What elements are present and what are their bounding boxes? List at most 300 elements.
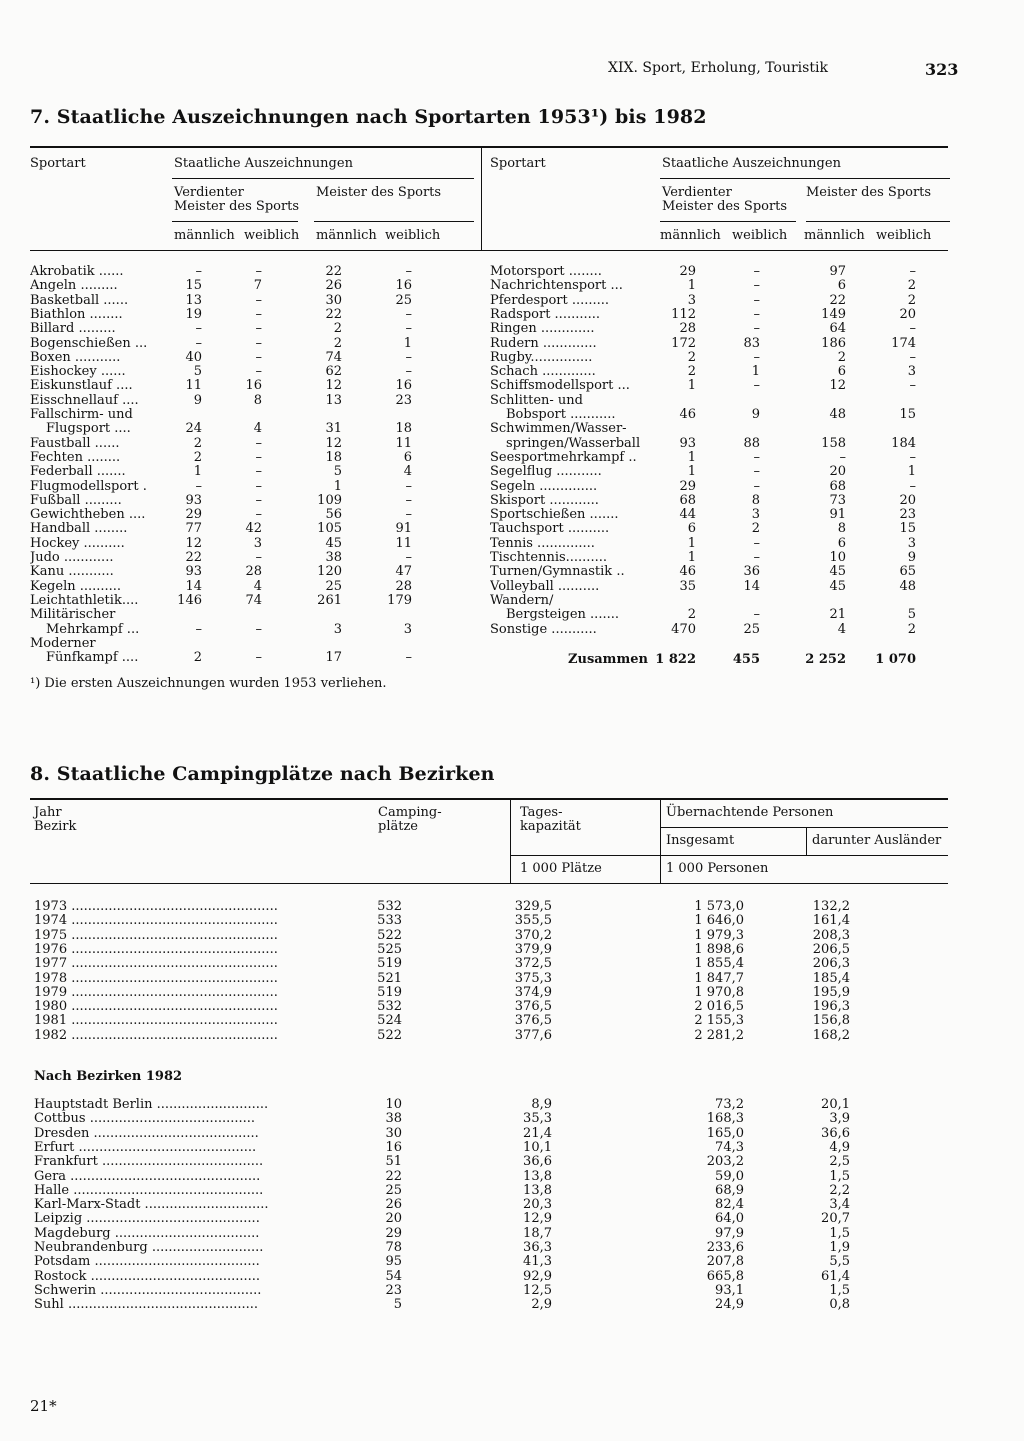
value-vw: – [255,321,262,337]
value-mm: 261 [317,592,342,608]
sport-label: Rugby............... [490,350,593,365]
value-mw: 25 [395,292,412,308]
value-mm: 30 [325,292,342,308]
value-mm: 48 [829,407,846,422]
value-kapazitaet: 35,3 [523,1111,552,1127]
value-insgesamt: 1 646,0 [694,913,744,929]
value-mw: 1 [403,335,412,351]
value-mw: – [909,349,916,365]
value-insgesamt: 1 847,7 [694,970,744,986]
camping-row-label: Schwerin ....................................... [34,1283,262,1298]
camping-row-label: Leipzig .......................................... [34,1212,260,1227]
value-camping: 524 [377,1013,402,1029]
value-insgesamt: 665,8 [706,1268,744,1284]
value-mm: 6 [837,278,846,294]
value-camping: 38 [385,1111,402,1127]
sport-label: Billard ......... [30,322,116,337]
sport-label: Angeln ......... [30,279,118,294]
value-vm: 1 [687,449,696,465]
value-mm: 91 [829,507,846,523]
sport-label: Motorsport ........ [490,265,602,279]
col-header-auslaender: darunter Ausländer [812,833,942,848]
value-vw: – [753,464,760,480]
table7-sub-rule [806,221,950,222]
value-vm: 35 [679,578,696,594]
sport-label: springen/Wasserball [506,436,641,451]
value-camping: 22 [385,1168,402,1184]
table8-top-rule [30,798,948,800]
value-vw: – [255,449,262,465]
value-camping: 51 [385,1154,402,1170]
value-auslaender: 20,1 [821,1097,850,1112]
value-mm: 149 [821,306,846,322]
camping-row-label: Gera .............................................. [34,1169,261,1184]
value-mw: – [909,264,916,279]
sport-label: Schlitten- und [490,393,583,408]
value-mw: – [405,650,412,666]
value-mw: 6 [403,449,412,465]
value-mm: 31 [325,421,342,437]
sport-label: Moderner [30,636,96,651]
value-mm: 105 [317,521,342,537]
value-vm: – [195,264,202,279]
value-mw: – [909,478,916,494]
value-vw: – [255,335,262,351]
value-mw: 1 [907,464,916,480]
value-vw: – [255,550,262,565]
value-mw: 174 [891,335,916,351]
total-vw: 455 [732,652,760,667]
camping-row-label: Neubrandenburg ........................... [34,1241,264,1255]
camping-row-label: Magdeburg ................................... [34,1226,260,1241]
sport-label: Turnen/Gymnastik .. [490,565,625,580]
col-header-weiblich-right: weiblich [732,228,788,243]
value-insgesamt: 233,6 [706,1240,744,1255]
value-vm: 93 [185,492,202,508]
col-header-verdienter: Verdienter [174,185,244,200]
col-header-weiblich-right: weiblich [876,228,932,243]
sport-label: Seesportmehrkampf .. [490,450,637,465]
sport-label: Fünfkampf .... [46,651,139,666]
value-mw: 179 [387,592,412,608]
value-mw: 18 [395,421,412,437]
sport-label: Eisschnellauf .... [30,393,139,408]
value-camping: 532 [377,999,402,1015]
value-vm: 93 [679,435,696,451]
value-vm: 19 [185,306,202,322]
value-vm: 1 [687,535,696,551]
value-vm: 2 [687,364,696,380]
value-vm: – [195,621,202,637]
value-mm: 17 [325,650,342,666]
value-kapazitaet: 18,7 [523,1225,552,1241]
value-camping: 54 [385,1268,402,1284]
value-vm: 2 [687,607,696,623]
value-auslaender: 185,4 [812,970,850,986]
value-mm: 2 [837,349,846,365]
value-kapazitaet: 372,5 [514,956,552,972]
value-vm: 1 [687,464,696,480]
camping-row-label: 1973 .................................................. [34,900,278,914]
value-mw: 3 [907,364,916,380]
sport-label: Tauchsport .......... [490,522,610,537]
value-vw: – [255,507,262,523]
value-mm: 12 [325,378,342,394]
value-mm: 12 [325,435,342,451]
value-camping: 519 [377,984,402,1000]
value-mm: 18 [325,449,342,465]
camping-row-label: 1975 .................................................. [34,928,278,943]
camping-row-label: Karl-Marx-Stadt .............................. [34,1198,269,1213]
value-kapazitaet: 21,4 [523,1125,552,1141]
value-vw: 3 [253,535,262,551]
value-kapazitaet: 8,9 [531,1097,552,1112]
value-mw: 16 [395,278,412,294]
col-header-tages-2: kapazität [520,819,581,834]
value-vm: 146 [177,592,202,608]
value-mm: 6 [837,364,846,380]
value-vm: 1 [687,378,696,394]
sport-label: Fallschirm- und [30,408,133,422]
value-insgesamt: 24,9 [715,1297,744,1313]
value-insgesamt: 64,0 [715,1211,744,1227]
value-vw: 4 [253,578,262,594]
value-insgesamt: 1 898,6 [694,941,744,957]
sport-label: Tischtennis.......... [490,551,607,565]
value-auslaender: 196,3 [812,999,850,1015]
camping-row-label: 1979 .................................................. [34,985,278,1000]
sport-label: Bogenschießen ... [30,336,148,351]
value-camping: 95 [385,1254,402,1270]
value-vm: 46 [679,407,696,422]
value-vm: 172 [671,335,696,351]
camping-row-label: 1982 .................................................. [34,1028,278,1043]
value-mm: 10 [829,550,846,565]
value-vm: – [195,321,202,337]
value-mw: – [405,349,412,365]
value-vm: 22 [185,550,202,565]
value-vm: 5 [193,364,202,380]
value-vw: – [753,349,760,365]
value-vm: 40 [185,349,202,365]
value-vm: 470 [671,621,696,637]
value-vm: 2 [193,650,202,666]
value-mm: 45 [829,564,846,580]
value-mm: 2 [333,335,342,351]
sport-label: Tennis .............. [490,536,595,551]
value-vm: 68 [679,492,696,508]
value-mw: 3 [907,535,916,551]
value-insgesamt: 2 155,3 [694,1013,744,1029]
col-header-insgesamt: Insgesamt [666,833,735,848]
value-mm: 20 [829,464,846,480]
value-mw: 47 [395,564,412,580]
value-vw: 25 [743,621,760,637]
sport-label: Leichtathletik.... [30,593,139,608]
value-camping: 5 [393,1297,402,1313]
camping-row-label: 1977 .................................................. [34,957,278,972]
col-header-maennlich: männlich [316,228,377,243]
value-vw: – [255,435,262,451]
table8-header-bottom-rule [30,883,948,884]
value-insgesamt: 93,1 [715,1282,744,1298]
value-mm: 26 [325,278,342,294]
sport-label: Handball ........ [30,522,128,537]
value-auslaender: 36,6 [821,1125,850,1141]
value-auslaender: 2,2 [829,1182,850,1198]
table7-sub-rule [660,221,796,222]
value-mw: 2 [907,621,916,637]
value-auslaender: 161,4 [812,913,850,929]
value-auslaender: 4,9 [829,1139,850,1155]
col-header-staatliche-right: Staatliche Auszeichnungen [662,156,841,171]
col-header-verdienter-2: Meister des Sports [174,199,300,214]
sport-label: Ringen ............. [490,322,595,337]
sport-label: Pferdesport ......... [490,293,610,308]
value-kapazitaet: 377,6 [514,1027,552,1043]
sport-label: Eiskunstlauf .... [30,379,133,394]
sport-label: Rudern ............. [490,336,597,351]
value-mm: 68 [829,478,846,494]
value-vw: – [753,449,760,465]
value-mw: – [405,492,412,508]
value-insgesamt: 73,2 [715,1097,744,1112]
value-vw: – [753,278,760,294]
value-mw: 16 [395,378,412,394]
sport-label: Schiffsmodellsport ... [490,379,630,394]
value-mw: 3 [403,621,412,637]
col-header-sportart: Sportart [30,156,86,171]
value-vw: – [255,478,262,494]
value-mm: 5 [333,464,342,480]
value-camping: 16 [385,1139,402,1155]
value-kapazitaet: 355,5 [514,913,552,929]
value-vw: 28 [245,564,262,580]
sport-label: Basketball ...... [30,293,129,308]
value-mm: 13 [325,392,342,408]
value-vm: 1 [687,278,696,294]
value-vm: 2 [687,349,696,365]
value-kapazitaet: 20,3 [523,1197,552,1213]
value-mw: 20 [899,492,916,508]
value-mm: 73 [829,492,846,508]
value-vw: – [255,306,262,322]
value-kapazitaet: 375,3 [514,970,552,986]
value-camping: 29 [385,1225,402,1241]
value-vw: – [753,264,760,279]
value-auslaender: 208,3 [812,927,850,943]
value-mm: 120 [317,564,342,580]
value-mw: – [405,478,412,494]
sport-label: Segeln .............. [490,479,598,494]
table8-unit-rule [510,855,948,856]
value-kapazitaet: 376,5 [514,999,552,1015]
value-vw: 88 [743,435,760,451]
value-camping: 532 [377,899,402,914]
value-camping: 525 [377,941,402,957]
value-auslaender: 1,9 [829,1240,850,1255]
section-7-title: 7. Staatliche Auszeichnungen nach Sportarten 1953¹) bis 1982 [30,106,707,128]
col-header-verdienter-right: Verdienter [662,185,732,200]
value-mw: 2 [907,292,916,308]
value-vm: 2 [193,449,202,465]
value-vw: – [255,464,262,480]
sport-label: Bobsport ........... [506,408,616,422]
value-mw: – [405,321,412,337]
value-insgesamt: 2 016,5 [694,999,744,1015]
value-insgesamt: 1 855,4 [694,956,744,972]
value-camping: 20 [385,1211,402,1227]
col-header-jahr: Jahr [34,805,62,820]
unit-personen: 1 000 Personen [666,861,769,876]
value-vw: – [255,292,262,308]
value-mw: 65 [899,564,916,580]
value-insgesamt: 203,2 [706,1154,744,1170]
table8-divider [806,827,807,855]
value-auslaender: 1,5 [829,1282,850,1298]
value-vw: – [753,550,760,565]
value-vw: 14 [743,578,760,594]
col-header-weiblich: weiblich [244,228,300,243]
value-auslaender: 1,5 [829,1225,850,1241]
value-vw: 4 [253,421,262,437]
camping-row-label: Rostock ......................................... [34,1269,261,1284]
value-camping: 522 [377,1027,402,1043]
value-vw: 16 [245,378,262,394]
value-insgesamt: 168,3 [706,1111,744,1127]
value-mw: 2 [907,278,916,294]
value-vm: – [195,335,202,351]
value-insgesamt: 74,3 [715,1139,744,1155]
table8-divider [510,798,511,883]
table7-divider [481,146,482,250]
camping-row-label: Frankfurt ....................................... [34,1155,264,1170]
value-kapazitaet: 36,3 [523,1240,552,1255]
value-vm: 44 [679,507,696,523]
sport-label: Schwimmen/Wasser- [490,422,627,437]
value-mm: 6 [837,535,846,551]
value-mm: 109 [317,492,342,508]
table8-sub-rule [660,827,948,828]
sport-label: Flugmodellsport . [30,479,147,494]
value-mw: 28 [395,578,412,594]
value-mw: 4 [403,464,412,480]
sport-label: Hockey .......... [30,536,125,551]
value-vm: 6 [687,521,696,537]
value-kapazitaet: 376,5 [514,1013,552,1029]
value-vm: 112 [671,306,696,322]
value-vm: 13 [185,292,202,308]
value-mm: 22 [829,292,846,308]
value-mm: 74 [325,349,342,365]
sport-label: Mehrkampf ... [46,622,140,637]
value-mw: – [405,264,412,279]
value-camping: 78 [385,1240,402,1255]
sport-label: Gewichtheben .... [30,508,146,523]
value-auslaender: 206,3 [812,956,850,972]
value-camping: 519 [377,956,402,972]
value-mm: 38 [325,550,342,565]
table7-sub-rule-left [172,178,474,179]
running-header: XIX. Sport, Erholung, Touristik [608,60,828,76]
col-header-uebern: Übernachtende Personen [666,805,834,820]
camping-row-label: 1980 .................................................. [34,1000,278,1015]
value-mm: 22 [325,264,342,279]
camping-row-label: Halle .............................................. [34,1183,264,1198]
sport-label: Nachrichtensport ... [490,279,623,294]
value-vw: – [255,364,262,380]
value-mm: 64 [829,321,846,337]
value-vm: 77 [185,521,202,537]
section-8-title: 8. Staatliche Campingplätze nach Bezirken [30,763,495,785]
value-vw: 3 [751,507,760,523]
value-vm: 93 [185,564,202,580]
value-mw: 15 [899,407,916,422]
value-mw: 48 [899,578,916,594]
col-header-maennlich: männlich [174,228,235,243]
sport-label: Militärischer [30,608,116,623]
camping-row-label: Potsdam ........................................ [34,1255,260,1270]
sport-label: Boxen ........... [30,350,121,365]
table8-divider [660,798,661,883]
camping-row-label: Cottbus ........................................ [34,1112,256,1127]
value-kapazitaet: 10,1 [523,1139,552,1155]
sport-label: Eishockey ...... [30,365,126,380]
col-header-camping-2: plätze [378,819,418,834]
value-auslaender: 20,7 [821,1211,850,1227]
value-mm: 4 [837,621,846,637]
sport-label: Fechten ........ [30,450,121,465]
total-vm: 1 822 [655,652,696,667]
col-header-meister: Meister des Sports [316,185,442,200]
value-kapazitaet: 36,6 [523,1154,552,1170]
sport-label: Schach ............. [490,365,596,380]
sport-label: Faustball ...... [30,436,120,451]
value-camping: 521 [377,970,402,986]
value-auslaender: 132,2 [812,899,850,914]
value-vm: – [195,478,202,494]
value-vw: 83 [743,335,760,351]
camping-row-label: 1974 .................................................. [34,914,278,929]
value-vw: – [255,621,262,637]
total-mw: 1 070 [875,652,916,667]
total-mm: 2 252 [805,652,846,667]
value-mw: 184 [891,435,916,451]
value-vm: 29 [679,264,696,279]
value-insgesamt: 68,9 [715,1182,744,1198]
value-vm: 11 [185,378,202,394]
value-mm: 97 [829,264,846,279]
sport-label: Kegeln .......... [30,579,122,594]
value-auslaender: 156,8 [812,1013,850,1029]
sport-label: Akrobatik ...... [30,265,124,279]
value-vw: 74 [245,592,262,608]
value-mm: 45 [829,578,846,594]
col-header-camping: Camping- [378,805,442,820]
sport-label: Skisport ............ [490,493,599,508]
page-footer-signature: 21* [30,1397,57,1415]
value-vw: 36 [743,564,760,580]
value-insgesamt: 59,0 [715,1168,744,1184]
value-kapazitaet: 370,2 [514,927,552,943]
sport-label: Biathlon ........ [30,307,123,322]
value-insgesamt: 1 573,0 [694,899,744,914]
value-insgesamt: 1 970,8 [694,984,744,1000]
value-mw: 5 [907,607,916,623]
value-camping: 26 [385,1197,402,1213]
value-camping: 25 [385,1182,402,1198]
value-mm: 1 [333,478,342,494]
